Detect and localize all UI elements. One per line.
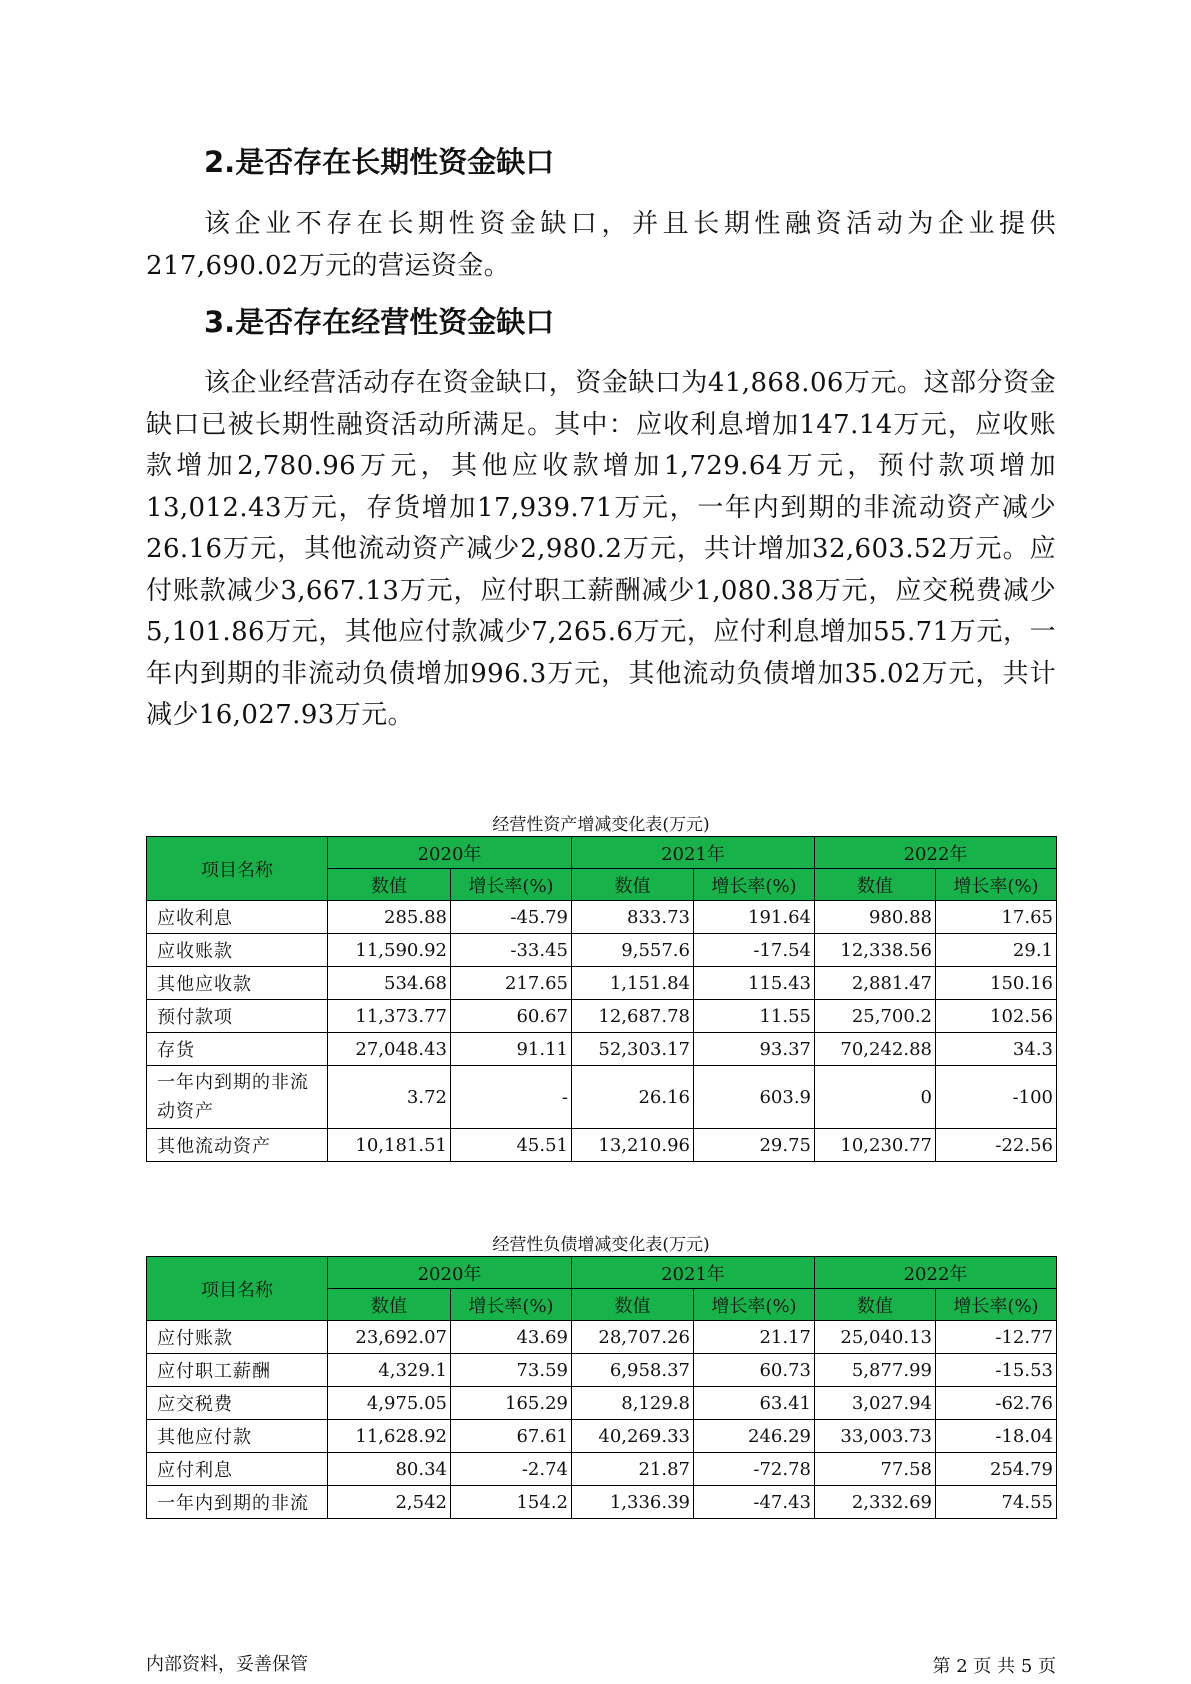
growth-header: 增长率(%) [451,869,572,901]
cell-growth-rate: -62.76 [936,1387,1057,1420]
cell-value: 10,181.51 [328,1129,451,1162]
row-item-name: 其他流动资产 [147,1129,328,1162]
footer-confidential-note: 内部资料，妥善保管 [146,1654,308,1675]
row-item-name: 其他应收款 [147,967,328,1000]
cell-value: 833.73 [572,901,694,934]
cell-growth-rate: 254.79 [936,1453,1057,1486]
cell-growth-rate: 45.51 [451,1129,572,1162]
cell-growth-rate: -12.77 [936,1321,1057,1354]
growth-header: 增长率(%) [936,869,1057,901]
table-row [147,1321,1057,1354]
cell-value: 33,003.73 [815,1420,936,1453]
cell-value: 11,628.92 [328,1420,451,1453]
cell-growth-rate: -100 [936,1066,1057,1129]
item-name-header: 项目名称 [147,1257,328,1321]
cell-growth-rate: -15.53 [936,1354,1057,1387]
cell-growth-rate: -22.56 [936,1129,1057,1162]
cell-growth-rate: 60.73 [694,1354,815,1387]
table-row [147,1420,1057,1453]
value-header: 数值 [328,1289,451,1321]
cell-growth-rate: 11.55 [694,1000,815,1033]
assets-table [146,836,1057,1162]
cell-growth-rate: 67.61 [451,1420,572,1453]
cell-value: 1,336.39 [572,1486,694,1519]
value-header: 数值 [815,869,936,901]
cell-growth-rate: 60.67 [451,1000,572,1033]
section3-heading: 3.是否存在经营性资金缺口 [204,305,555,339]
table-row [147,967,1057,1000]
cell-value: 26.16 [572,1066,694,1129]
table-row [147,1000,1057,1033]
liabilities-table [146,1256,1057,1519]
cell-value: 27,048.43 [328,1033,451,1066]
cell-value: 9,557.6 [572,934,694,967]
cell-value: 10,230.77 [815,1129,936,1162]
row-item-name: 应付利息 [147,1453,328,1486]
cell-value: 28,707.26 [572,1321,694,1354]
section2-paragraph: 该企业不存在长期性资金缺口，并且长期性融资活动为企业提供217,690.02万元的营运资金。 [146,209,1056,281]
growth-header: 增长率(%) [694,1289,815,1321]
cell-growth-rate: 115.43 [694,967,815,1000]
year-header: 2021年 [572,1257,815,1289]
cell-growth-rate: 17.65 [936,901,1057,934]
value-header: 数值 [572,869,694,901]
cell-growth-rate: 102.56 [936,1000,1057,1033]
cell-value: 23,692.07 [328,1321,451,1354]
cell-growth-rate: -33.45 [451,934,572,967]
row-item-name: 预付款项 [147,1000,328,1033]
cell-value: 13,210.96 [572,1129,694,1162]
table-row [147,1453,1057,1486]
cell-value: 3,027.94 [815,1387,936,1420]
cell-value: 534.68 [328,967,451,1000]
row-item-name: 一年内到期的非流动资产 [147,1066,328,1129]
cell-value: 40,269.33 [572,1420,694,1453]
cell-growth-rate: -47.43 [694,1486,815,1519]
row-item-name: 应收利息 [147,901,328,934]
item-name-header: 项目名称 [147,837,328,901]
cell-growth-rate: 154.2 [451,1486,572,1519]
cell-growth-rate: 93.37 [694,1033,815,1066]
cell-value: 8,129.8 [572,1387,694,1420]
section2-heading: 2.是否存在长期性资金缺口 [204,145,555,179]
cell-growth-rate: 43.69 [451,1321,572,1354]
cell-growth-rate: 217.65 [451,967,572,1000]
cell-value: 52,303.17 [572,1033,694,1066]
section3-paragraph: 该企业经营活动存在资金缺口，资金缺口为41,868.06万元。这部分资金缺口已被长期性融资活动所满足。其中：应收利息增加147.14万元，应收账款增加2,780.96万元，其他应收款增加1,729.64万元，预付款项增加13,012.43万元，存货增加17,939.71万元，一年内到期的非流动资产减少26.16万元，其他流动资产减少2,980.2万元，共计增加32,603.52万元。应付账款减少3,667.13万元，应付职工薪酬减少1,080.38万元，应交税费减少5,101.86万元，其他应付款减少7,265.6万元，应付利息增加55.71万元，一年内到期的非流动负债增加996.3万元，其他流动负债增加35.02万元，共计减少16,027.93万元。 [146,368,1056,730]
year-header: 2021年 [572,837,815,869]
cell-value: 1,151.84 [572,967,694,1000]
cell-growth-rate: -17.54 [694,934,815,967]
year-header: 2022年 [815,837,1057,869]
cell-value: 25,700.2 [815,1000,936,1033]
cell-value: 285.88 [328,901,451,934]
row-item-name: 应付账款 [147,1321,328,1354]
value-header: 数值 [815,1289,936,1321]
year-header: 2020年 [328,1257,572,1289]
row-item-name: 应收账款 [147,934,328,967]
cell-value: 4,975.05 [328,1387,451,1420]
cell-value: 6,958.37 [572,1354,694,1387]
cell-growth-rate: 91.11 [451,1033,572,1066]
table-row [147,901,1057,934]
year-header: 2020年 [328,837,572,869]
cell-growth-rate: 21.17 [694,1321,815,1354]
row-item-name: 应交税费 [147,1387,328,1420]
cell-value: 80.34 [328,1453,451,1486]
table-row [147,1129,1057,1162]
cell-growth-rate: -72.78 [694,1453,815,1486]
cell-value: 0 [815,1066,936,1129]
cell-growth-rate: 29.75 [694,1129,815,1162]
cell-value: 3.72 [328,1066,451,1129]
table-row [147,934,1057,967]
cell-growth-rate: 34.3 [936,1033,1057,1066]
row-item-name: 应付职工薪酬 [147,1354,328,1387]
cell-value: 25,040.13 [815,1321,936,1354]
cell-value: 21.87 [572,1453,694,1486]
cell-value: 4,329.1 [328,1354,451,1387]
table-row [147,1486,1057,1519]
year-header: 2022年 [815,1257,1057,1289]
cell-value: 77.58 [815,1453,936,1486]
table-row [147,1354,1057,1387]
cell-value: 5,877.99 [815,1354,936,1387]
cell-growth-rate: 150.16 [936,967,1057,1000]
cell-value: 12,687.78 [572,1000,694,1033]
cell-growth-rate: 74.55 [936,1486,1057,1519]
row-item-name: 一年内到期的非流 [147,1486,328,1519]
cell-value: 980.88 [815,901,936,934]
cell-growth-rate: 603.9 [694,1066,815,1129]
table-row [147,1066,1057,1129]
cell-value: 2,542 [328,1486,451,1519]
cell-value: 2,332.69 [815,1486,936,1519]
cell-value: 12,338.56 [815,934,936,967]
cell-growth-rate: -18.04 [936,1420,1057,1453]
cell-value: 11,373.77 [328,1000,451,1033]
cell-growth-rate: -45.79 [451,901,572,934]
row-item-name: 存货 [147,1033,328,1066]
assets-table-caption: 经营性资产增减变化表(万元) [492,815,710,835]
cell-growth-rate: -2.74 [451,1453,572,1486]
cell-growth-rate: 73.59 [451,1354,572,1387]
growth-header: 增长率(%) [694,869,815,901]
row-item-name: 其他应付款 [147,1420,328,1453]
cell-growth-rate: 63.41 [694,1387,815,1420]
cell-value: 11,590.92 [328,934,451,967]
cell-value: 70,242.88 [815,1033,936,1066]
growth-header: 增长率(%) [451,1289,572,1321]
cell-growth-rate: 165.29 [451,1387,572,1420]
cell-growth-rate: - [451,1066,572,1129]
cell-value: 2,881.47 [815,967,936,1000]
table-row [147,1033,1057,1066]
footer-page-number: 第 2 页 共 5 页 [932,1656,1056,1677]
value-header: 数值 [572,1289,694,1321]
growth-header: 增长率(%) [936,1289,1057,1321]
cell-growth-rate: 191.64 [694,901,815,934]
cell-growth-rate: 29.1 [936,934,1057,967]
cell-growth-rate: 246.29 [694,1420,815,1453]
value-header: 数值 [328,869,451,901]
liabilities-table-caption: 经营性负债增减变化表(万元) [492,1235,710,1255]
table-row [147,1387,1057,1420]
